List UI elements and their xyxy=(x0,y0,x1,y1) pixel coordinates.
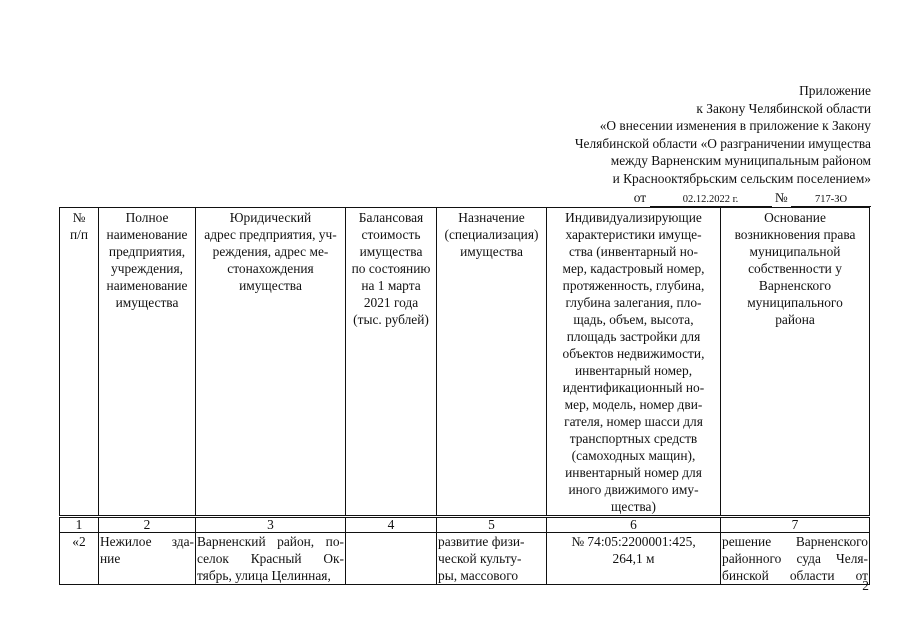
column-number: 1 xyxy=(60,517,99,533)
property-table xyxy=(59,207,870,585)
column-number: 6 xyxy=(547,517,721,533)
law-number: 717-ЗО xyxy=(791,194,871,207)
column-number: 3 xyxy=(196,517,346,533)
date-number-line xyxy=(575,189,871,207)
header-line: Челябинской области «О разграничении имущества xyxy=(574,135,871,151)
header-line: к Закону Челябинской области xyxy=(696,100,871,116)
header-line: Приложение xyxy=(799,83,871,98)
table-header-row xyxy=(60,208,870,517)
cell-purpose: развитие физи- ческой культу- ры, массового xyxy=(437,533,547,585)
col-header-characteristics: Индивидуализирующие характеристики имуще- ства (инвентарный но- мер, кадастровый номер, протяженность, глубина, глубина залегания, пло- щадь, объем, высота, площадь застройки для объектов недвижимости, инвентарный номер, идентификационный но- мер, модель, номер дви- гателя, номер шасси для транспортных средств (самоходных мащин), инвентарный номер для иного движимого иму- щества) xyxy=(547,208,721,517)
cell-num: «2 xyxy=(60,533,99,585)
column-number: 4 xyxy=(346,517,437,533)
page-number: 2 xyxy=(862,578,869,593)
law-date: 02.12.2022 г. xyxy=(650,194,772,207)
table-row xyxy=(60,533,870,585)
from-label: от xyxy=(633,189,647,205)
cell-basis: решение Варненского районного суда Челя- бинской области от xyxy=(722,534,868,583)
col-header-address: Юридический адрес предприятия, уч- реждения, адрес ме- стонахождения имущества xyxy=(196,208,346,517)
number-label: № xyxy=(774,189,788,205)
header-line: «О внесении изменения в приложение к Закону xyxy=(599,118,871,134)
column-number: 2 xyxy=(99,517,196,533)
column-number: 5 xyxy=(437,517,547,533)
cell-address: Варненский район, по- селок Красный Ок- тябрь, улица Целинная, xyxy=(197,534,344,583)
column-number-row xyxy=(60,517,870,533)
col-header-name: Полное наименование предприятия, учреждения, наименование имущества xyxy=(99,208,196,517)
col-header-num: № п/п xyxy=(60,208,99,517)
header-line: и Краснооктябрьским сельским поселением» xyxy=(612,170,871,186)
col-header-purpose: Назначение (специализация) имущества xyxy=(437,208,547,517)
header-line: между Варненским муниципальным районом xyxy=(610,153,871,169)
cell-value xyxy=(346,533,437,585)
cell-characteristics: № 74:05:2200001:425, 264,1 м xyxy=(547,533,721,585)
document-header xyxy=(575,82,871,207)
column-number: 7 xyxy=(721,517,870,533)
col-header-basis: Основание возникновения права муниципальной собственности у Варненского муниципального района xyxy=(721,208,870,517)
col-header-value: Балансовая стоимость имущества по состоянию на 1 марта 2021 года (тыс. рублей) xyxy=(346,208,437,517)
cell-name: Нежилое зда- ние xyxy=(99,533,196,585)
